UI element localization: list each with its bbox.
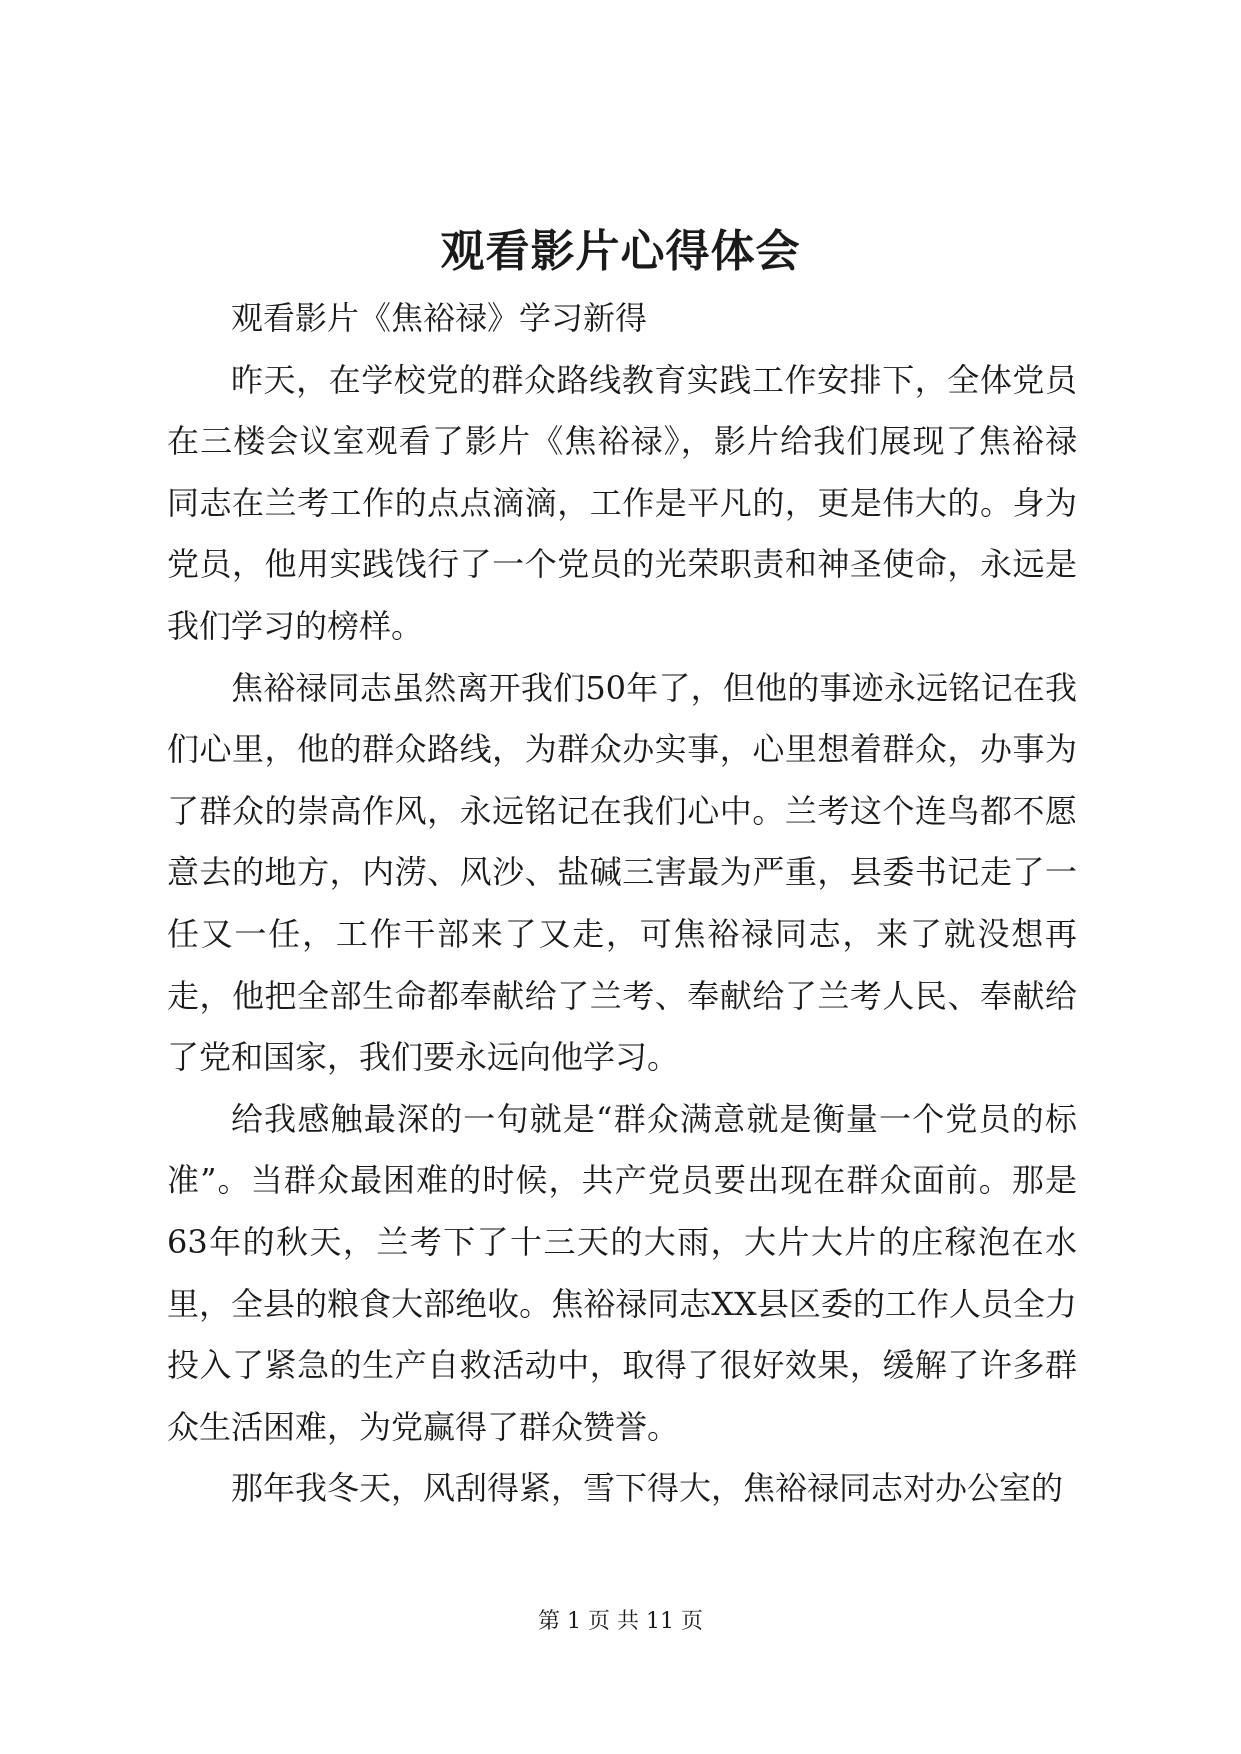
page-number-indicator: 第 1 页 共 11 页 <box>538 1609 703 1634</box>
paragraph-1: 昨天，在学校党的群众路线教育实践工作安排下，全体党员在三楼会议室观看了影片《焦裕禄》，影片给我们展现了焦裕禄同志在兰考工作的点点滴滴，工作是平凡的，更是伟大的。身为党员，他用实践饯行了一个党员的光荣职责和神圣使命，永远是我们学习的榜样。 <box>167 360 1077 645</box>
document-title: 观看影片心得体会 <box>440 226 801 277</box>
document-subtitle: 观看影片《焦裕禄》学习新得 <box>231 299 648 337</box>
paragraph-2: 焦裕禄同志虽然离开我们50年了，但他的事迹永远铭记在我们心里，他的群众路线，为群众办实事，心里想着群众，办事为了群众的崇高作风，永远铭记在我们心中。兰考这个连鸟都不愿意去的地方，内涝、风沙、盐碱三害最为严重，县委书记走了一任又一任，工作干部来了又走，可焦裕禄同志，来了就没想再走，他把全部生命都奉献给了兰考、奉献给了兰考人民、奉献给了党和国家，我们要永远向他学习。 <box>167 668 1077 1077</box>
paragraph-4: 那年我冬天，风刮得紧，雪下得大，焦裕禄同志对办公室的 <box>231 1469 1064 1508</box>
page-footer <box>0 1607 1241 1637</box>
paragraph-3: 给我感触最深的一句就是“群众满意就是衡量一个党员的标准”。当群众最困难的时候，共产党员要出现在群众面前。那是63年的秋天，兰考下了十三天的大雨，大片大片的庄稼泡在水里，全县的粮食大部绝收。焦裕禄同志XX县区委的工作人员全力投入了紧急的生产自救活动中，取得了很好效果，缓解了许多群众生活困难，为党赢得了群众赞誉。 <box>167 1099 1077 1446</box>
document-body <box>167 288 1077 1520</box>
